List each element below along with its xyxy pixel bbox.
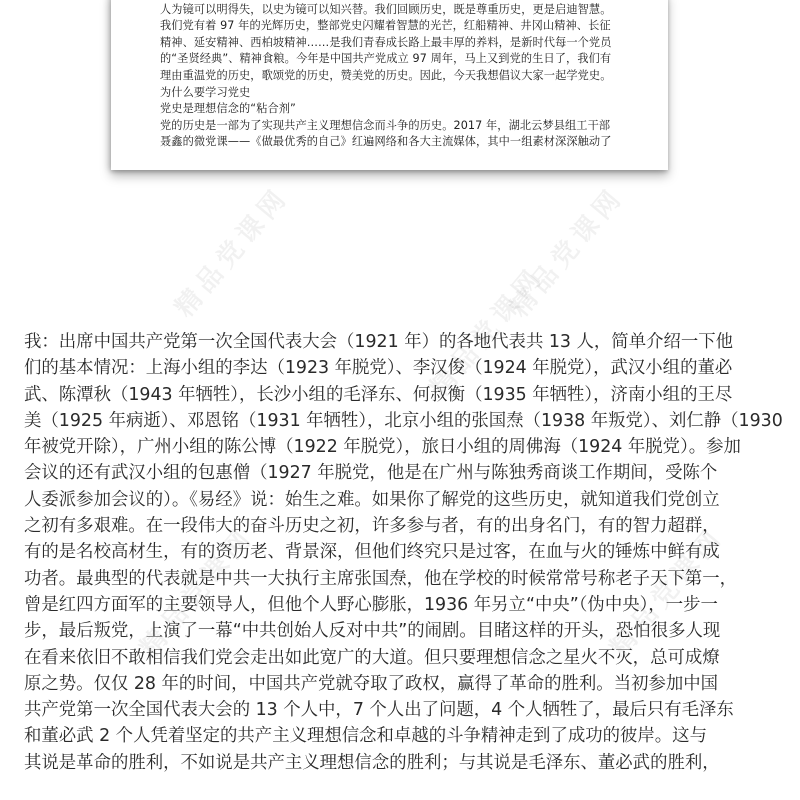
- body-line: 之初有多艰难。在一段伟大的奋斗历史之初，许多参与者，有的出身名门，有的智力超群，: [24, 516, 720, 537]
- watermark: 精品党课网: [604, 521, 731, 664]
- body-line: 人委派参加会议的）。《易经》说：始生之难。如果你了解党的这些历史，就知道我们党创立: [24, 489, 720, 510]
- body-line: 在看来依旧不敢相信我们党会走出如此宽广的大道。但只要理想信念之星火不灭，总可成燎: [24, 647, 720, 668]
- body-line: 美（1925 年病逝）、邓恩铭（1931 年牺牲），北京小组的张国焘（1938 年叛党）、刘仁静（1930: [24, 410, 783, 431]
- body-line: 其说是革命的胜利，不如说是共产主义理想信念的胜利；与其说是毛泽东、董必武的胜利，: [24, 752, 720, 773]
- document-preview-card: [111, 0, 668, 170]
- section-heading: 为什么要学习党史: [160, 85, 251, 99]
- body-line: 会议的还有武汉小组的包惠僧（1927 年脱党，他是在广州与陈独秀商谈工作期间，受陈个: [24, 463, 718, 484]
- body-line: 有的是名校高材生，有的资历老、背景深，但他们终究只是过客，在血与火的锤炼中鲜有成: [24, 542, 720, 563]
- body-line: 和董必武 2 个人凭着坚定的共产主义理想信念和卓越的斗争精神走到了成功的彼岸。这与: [24, 726, 707, 747]
- body-line: 们的基本情况：上海小组的李达（1923 年脱党）、李汉俊（1924 年脱党），武汉小组的董必: [24, 358, 733, 379]
- watermark: 精品党课网: [424, 261, 551, 404]
- body-line: 武、陈潭秋（1943 年牺牲），长沙小组的毛泽东、何叔衡（1935 年牺牲），济南小组的王尽: [24, 384, 733, 405]
- card-line: 的“圣贤经典”、精神食粮。今年是中国共产党成立 97 周年，马上又到党的生日了，我们有: [160, 52, 612, 66]
- card-line: 理由重温党的历史，歌颂党的历史，赞美党的历史。因此，今天我想倡议大家一起学党史。: [160, 68, 612, 82]
- body-line: 共产党第一次全国代表大会的 13 个人中，7 个人出了问题，4 个人牺牲了，最后只有毛泽东: [24, 700, 734, 721]
- body-line: 我：出席中国共产党第一次全国代表大会（1921 年）的各地代表共 13 人，简单介绍一下他: [24, 332, 734, 352]
- card-text: [160, 0, 656, 151]
- card-line: 人为镜可以明得失，以史为镜可以知兴替。我们回顾历史，既是尊重历史，更是启迪智慧。: [160, 2, 612, 16]
- subsection-heading: 党史是理想信念的“粘合剂”: [160, 102, 296, 116]
- card-line: 党的历史是一部为了实现共产主义理想信念而斗争的历史。2017 年，湖北云梦县组工干部: [160, 118, 611, 132]
- body-line: 步，最后叛党，上演了一幕“中共创始人反对中共”的闹剧。目睹这样的开头，恐怕很多人现: [24, 621, 721, 642]
- watermark: 精品党课网: [134, 521, 261, 664]
- card-line: 我们党有着 97 年的光辉历史，整部党史闪耀着智慧的光芒，红船精神、井冈山精神、长征: [160, 19, 611, 33]
- body-line: 年被党开除），广州小组的陈公博（1922 年脱党），旅日小组的周佛海（1924 年脱党）。参加: [24, 437, 741, 458]
- body-line: 功者。最典型的代表就是中共一大执行主席张国焘，他在学校的时候常常号称老子天下第一，: [24, 568, 738, 589]
- card-line: 聂鑫的微党课——《做最优秀的自己》红遍网络和各大主流媒体，其中一组素材深深触动了: [160, 135, 612, 149]
- watermark: 精品党课网: [169, 181, 296, 324]
- body-line: 曾是红四方面军的主要领导人，但他个人野心膨胀，1936 年另立“中央”（伪中央），一步一: [24, 594, 718, 615]
- body-line: 原之势。仅仅 28 年的时间，中国共产党就夺取了政权，赢得了革命的胜利。当初参加中国: [24, 673, 719, 694]
- document-body: [24, 329, 784, 776]
- watermark: 精品党课网: [504, 181, 631, 324]
- card-line: 精神、延安精神、西柏坡精神……是我们青春成长路上最丰厚的养料，是新时代每一个党员: [160, 35, 612, 49]
